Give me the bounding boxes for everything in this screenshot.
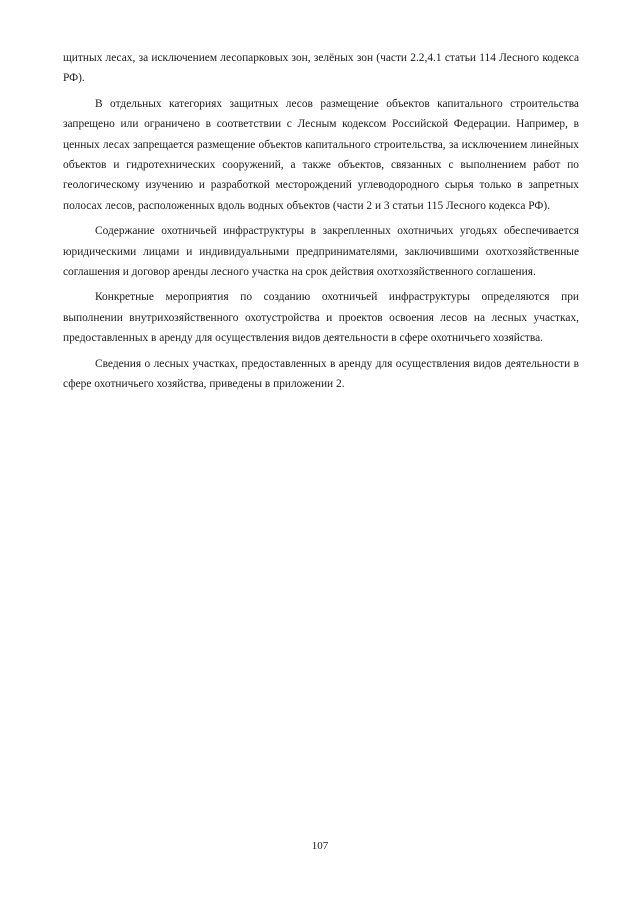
- paragraph-appendix-reference: Сведения о лесных участках, предоставленных в аренду для осуществления видов деятельности в сфере охотничьего хозяйства, приведены в приложении 2.: [63, 357, 579, 391]
- document-body: [63, 48, 579, 395]
- paragraph-construction-restrictions: В отдельных категориях защитных лесов размещение объектов капитального строительства запрещено или ограничено в соответствии с Лесным кодексом Российской Федерации. Например, в ценных лесах запрещается размещение объектов капитального строительства, за исключением линейных объектов и гидротехнических сооружений, а также объектов, связанных с выполнением работ по геологическому изучению и разработкой месторождений углеводородного сырья только в запретных полосах лесов, расположенных вдоль водных объектов (части 2 и 3 статьи 115 Лесного кодекса РФ).: [63, 97, 579, 212]
- paragraph-hunting-infrastructure-measures: Конкретные мероприятия по созданию охотничьей инфраструктуры определяются при выполнении внутрихозяйственного охотустройства и проектов освоения лесов на лесных участках, предоставленных в аренду для осуществления видов деятельности в сфере охотничьего хозяйства.: [63, 291, 579, 345]
- page-number: 107: [311, 840, 329, 852]
- paragraph-hunting-infrastructure-maintenance: Содержание охотничьей инфраструктуры в закрепленных охотничьих угодьях обеспечивается юридическими лицами и индивидуальными предпринимателями, заключившими охотхозяйственные соглашения и договор аренды лесного участка на срок действия охотхозяйственного соглашения.: [63, 225, 579, 279]
- paragraph-continuation: щитных лесах, за исключением лесопарковых зон, зелёных зон (части 2.2,4.1 статьи 114 Лесного кодекса РФ).: [63, 52, 579, 85]
